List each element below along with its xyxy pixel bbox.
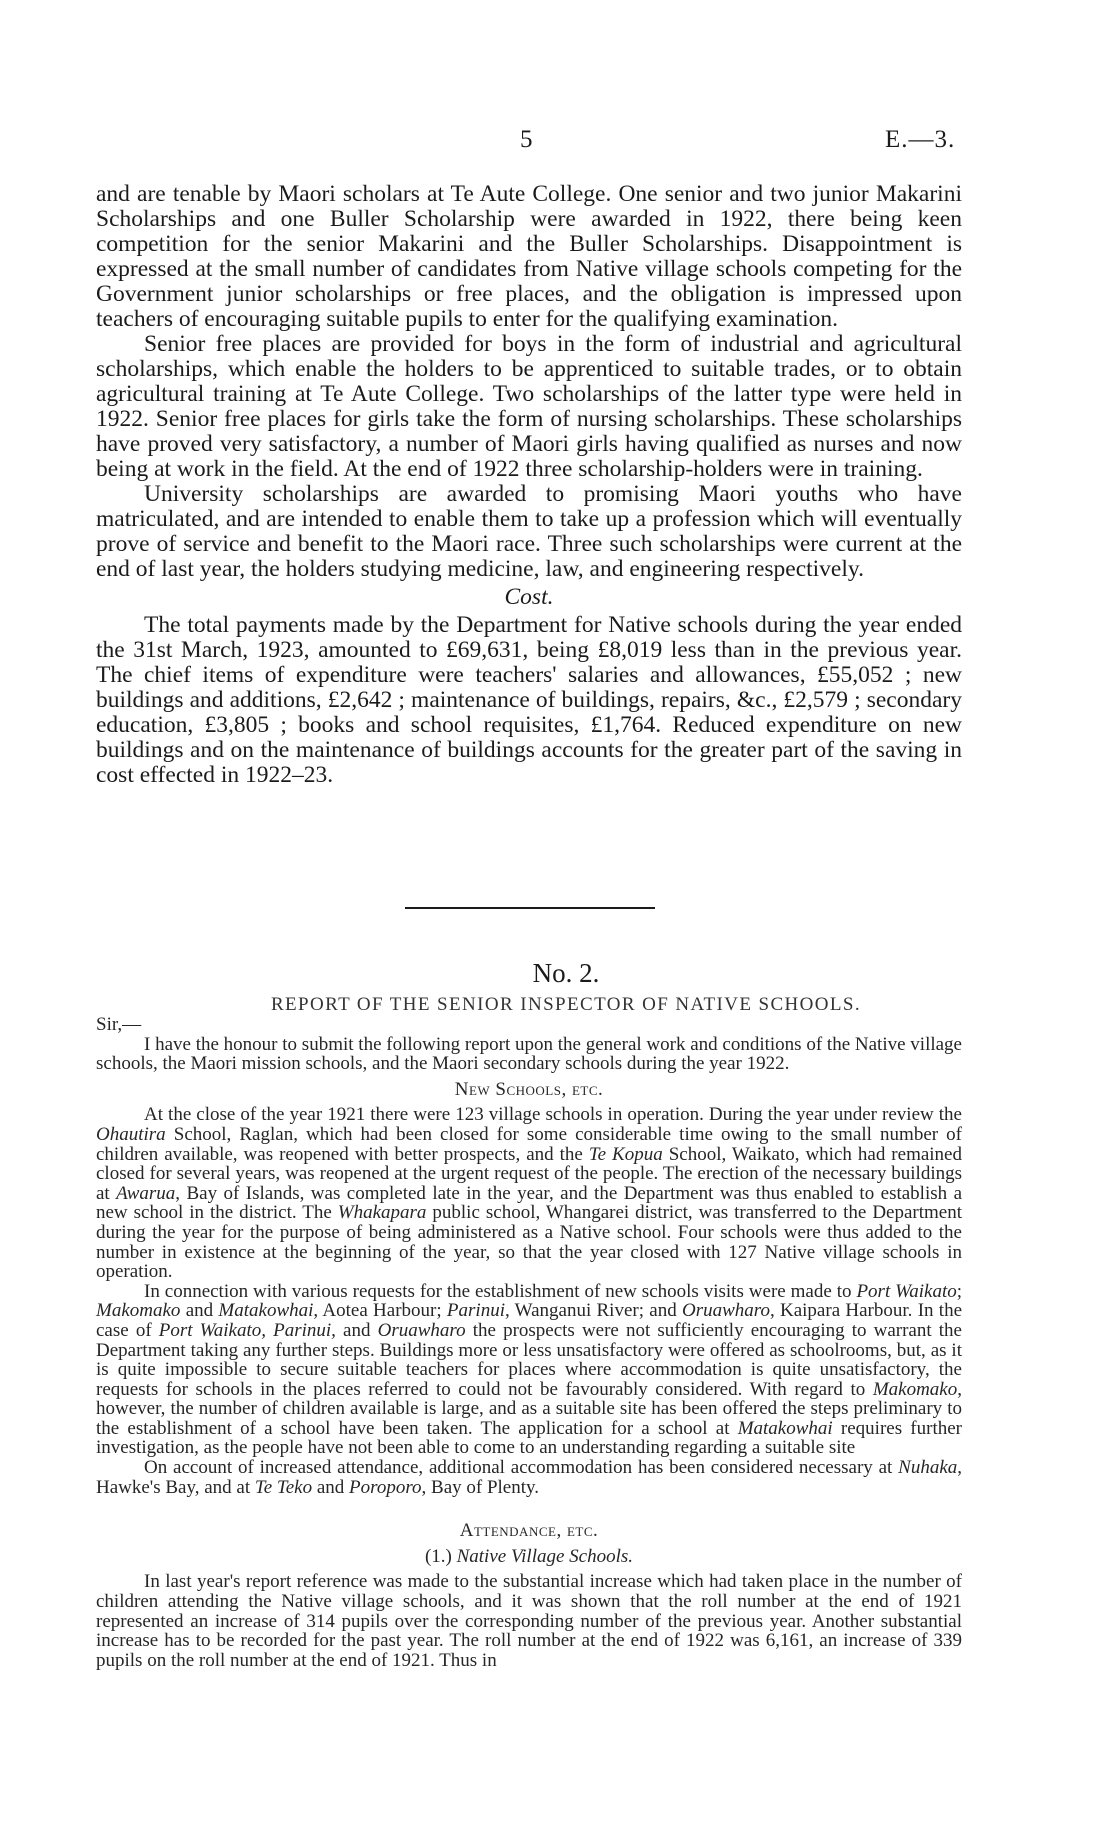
paragraph-school-visits: In connection with various requests for the establishment of new schools visits were made to Port Waikato; Makomako and Matakowhai, Aotea Harbour; Parinui, Wanganui River; and Oruawharo, Kaipara Harbour. In the case of Port Waikato, Parinui, and Oruawharo the prospects were not sufficiently encouraging to warrant the Department taking any further steps. Buildings more or less unsatisfactory were offered as schoolrooms, but, as it is quite impossible to secure suitable teachers for places where accommodation is quite unsatisfactory, the requests for schools in the places referred to could not be favourably considered. With regard to Makomako, however, the number of children available is large, and as a suitable site has been offered the steps preliminary to the establishment of a school have been taken. The application for a school at Matakowhai requires further investigation, as the people have not been able to come to an understanding regarding a suitable site xyxy=(96,1280,963,1459)
report-title: REPORT OF THE SENIOR INSPECTOR OF NATIVE SCHOOLS. xyxy=(270,994,862,1015)
paragraph-accommodation: On account of increased attendance, additional accommodation has been considered necessary at Nuhaka, Hawke's Bay, and at Te Teko and Poroporo, Bay of Plenty. xyxy=(96,1457,962,1498)
cost-heading: Cost. xyxy=(504,584,554,610)
paragraph-intro: I have the honour to submit the following report upon the general work and conditions of the Native village schools, the Maori mission schools, and the Maori secondary schools during the year 1922. xyxy=(96,1033,962,1075)
attendance-heading: Attendance, etc. xyxy=(459,1520,599,1542)
upper-section xyxy=(96,182,962,788)
paragraph-senior-free-places: Senior free places are provided for boys in the form of industrial and agricultural scholarships, which enable the holders to be apprenticed to suitable trades, or to obtain agricultural training at Te Aute College. Two scholarships of the latter type were held in 1922. Senior free places for girls take the form of nursing scholarships. These scholarships have proved very satisfactory, a number of Maori girls having qualified as nurses and now being at work in the field. At the end of 1922 three scholarship-holders were in training. xyxy=(96,331,962,482)
paragraph-attendance: In last year's report reference was made to the substantial increase which had taken place in the number of children attending the Native village schools, and it was shown that the roll number at the end of 1921 represented an increase of 314 pupils over the corresponding number of the previous year. Another substantial increase has to be recorded for the past year. The roll number at the end of 1922 was 6,161, an increase of 339 pupils on the roll number at the end of 1921. Thus in xyxy=(96,1571,962,1671)
document-reference: E.—3. xyxy=(885,126,956,153)
paragraph-new-schools: At the close of the year 1921 there were 123 village schools in operation. During the year under review the Ohautira School, Raglan, which had been closed for some considerable time owing to the small number of children available, was reopened with better prospects, and the Te Kopua School, Waikato, which had remained closed for several years, was reopened at the urgent request of the people. The erection of the necessary buildings at Awarua, Bay of Islands, was completed late in the year, and the Department was thus enabled to establish a new school in the district. The Whakapara public school, Whangarei district, was transferred to the Department during the year for the purpose of being administered as a Native school. Four schools were thus added to the number in existence at the beginning of the year, so that the year closed with 127 Native village schools in operation. xyxy=(96,1104,963,1283)
section-divider xyxy=(405,907,655,909)
report-body xyxy=(96,1015,962,1670)
paragraph-scholarships-tenable: and are tenable by Maori scholars at Te Aute College. One senior and two junior Makarini Scholarships and one Buller Scholarship were awarded in 1922, there being keen competition for the senior Makarini and the Buller Scholarships. Disappointment is expressed at the small number of candidates from Native village schools competing for the Government junior scholarships or free places, and the obligation is impressed upon teachers of encouraging suitable pupils to enter for the qualifying examination. xyxy=(96,181,962,332)
salutation: Sir,— xyxy=(96,1014,142,1035)
paragraph-cost: The total payments made by the Department for Native schools during the year ended the 31st March, 1923, amounted to £69,631, being £8,019 less than in the previous year. The chief items of expenditure were teachers' salaries and allowances, £55,052 ; new buildings and additions, £2,642 ; maintenance of buildings, repairs, &c., £2,579 ; secondary education, £3,805 ; books and school requisites, £1,764. Reduced expenditure on new buildings and on the maintenance of buildings accounts for the greater part of the saving in cost effected in 1922–23. xyxy=(96,612,962,788)
attendance-subheading: (1.) Native Village Schools. xyxy=(424,1545,634,1567)
page-number: 5 xyxy=(520,126,533,153)
report-number: No. 2. xyxy=(532,958,600,988)
new-schools-heading: New Schools, etc. xyxy=(454,1078,604,1100)
paragraph-university-scholarships: University scholarships are awarded to promising Maori youths who have matriculated, and are intended to enable them to take up a profession which will eventually prove of service and benefit to the Maori race. Three such scholarships were current at the end of last year, the holders studying medicine, law, and engineering respectively. xyxy=(96,481,962,582)
